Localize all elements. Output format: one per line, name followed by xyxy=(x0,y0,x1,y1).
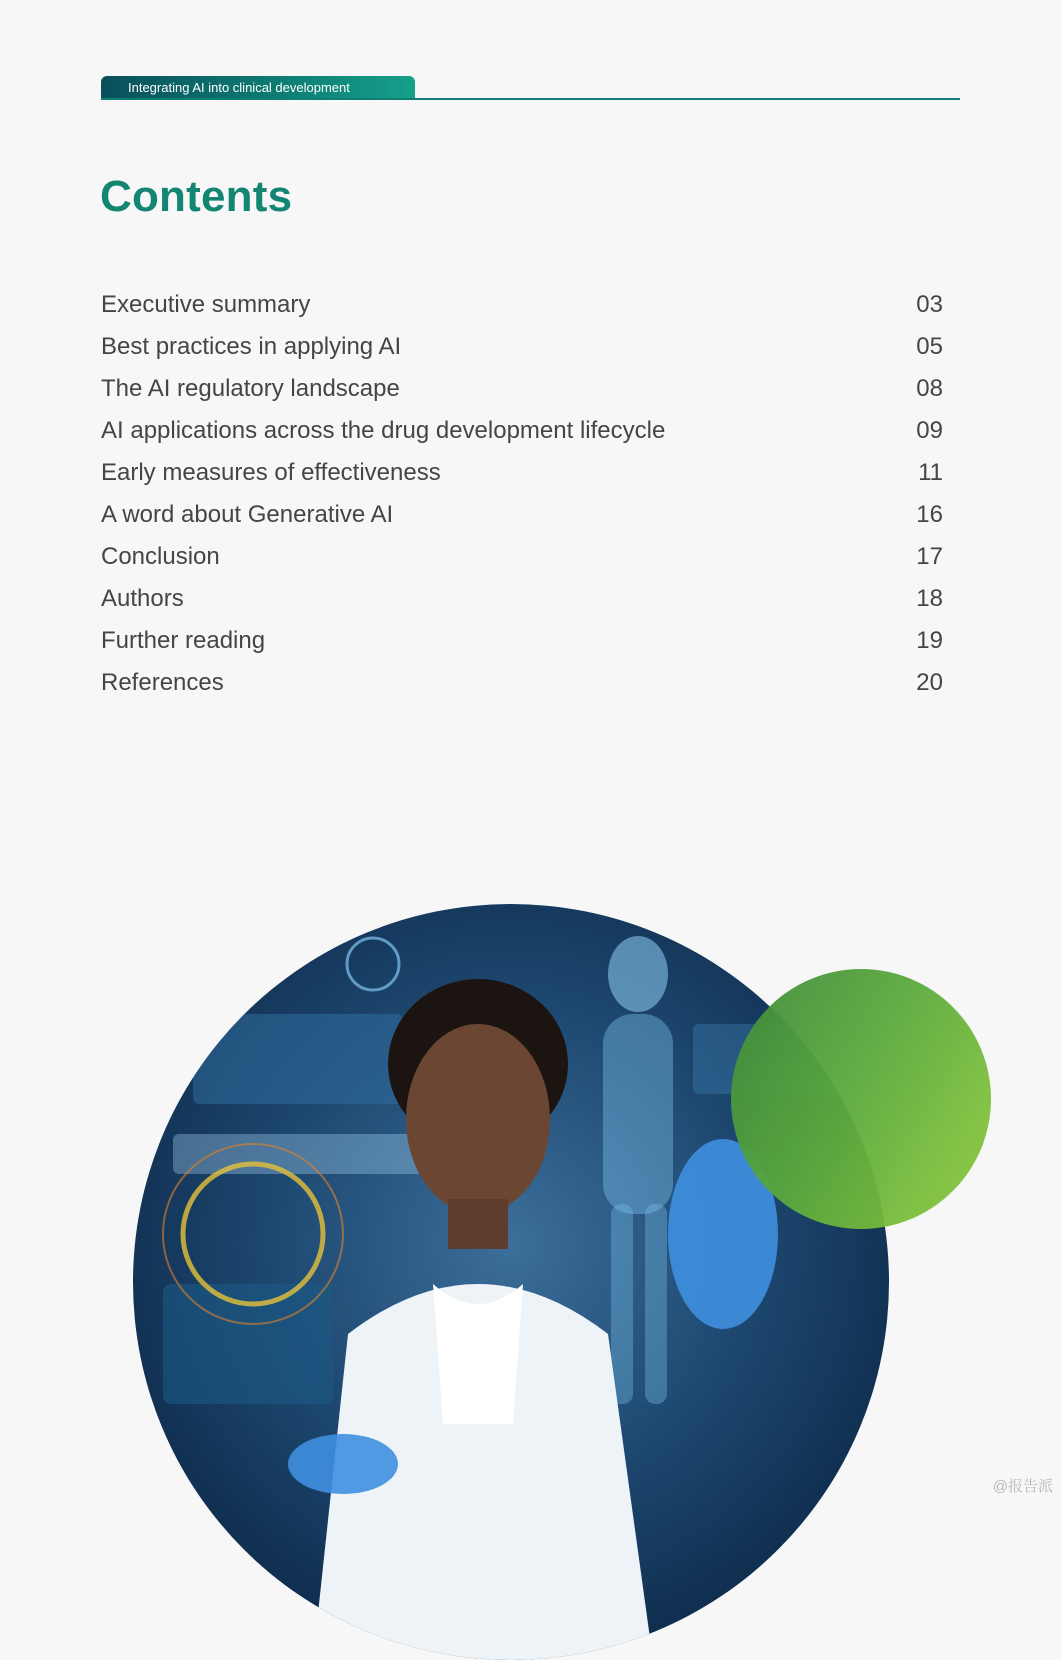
toc-item[interactable] xyxy=(101,662,943,704)
toc-item[interactable] xyxy=(101,284,943,326)
toc-item-title: Further reading xyxy=(101,627,266,654)
toc-item[interactable] xyxy=(101,536,943,578)
table-of-contents xyxy=(101,284,943,704)
toc-item-title: Executive summary xyxy=(101,291,311,318)
toc-item-page: 09 xyxy=(916,417,943,444)
toc-item-title: Authors xyxy=(101,585,184,612)
watermark: @报告派 xyxy=(992,1478,1053,1495)
header-divider xyxy=(101,98,960,100)
toc-item[interactable] xyxy=(101,410,943,452)
toc-item[interactable] xyxy=(101,326,943,368)
toc-item-title: References xyxy=(101,669,224,696)
section-header-tab xyxy=(101,76,415,100)
toc-item-page: 17 xyxy=(916,543,943,570)
toc-item-page: 19 xyxy=(916,627,943,654)
toc-item[interactable] xyxy=(101,578,943,620)
toc-item-title: Best practices in applying AI xyxy=(101,333,402,360)
toc-item-page: 08 xyxy=(916,375,943,402)
toc-item[interactable] xyxy=(101,620,943,662)
toc-item-page: 16 xyxy=(916,501,943,528)
toc-item-title: Early measures of effectiveness xyxy=(101,459,441,486)
header-tab-label: Integrating AI into clinical development xyxy=(128,80,350,95)
toc-item[interactable] xyxy=(101,494,943,536)
toc-item-page: 20 xyxy=(916,669,943,696)
toc-item-page: 03 xyxy=(916,291,943,318)
toc-item[interactable] xyxy=(101,368,943,410)
toc-item-title: Conclusion xyxy=(101,543,220,570)
toc-item[interactable] xyxy=(101,452,943,494)
toc-item-page: 05 xyxy=(916,333,943,360)
decorative-green-circle xyxy=(731,969,991,1229)
toc-item-title: A word about Generative AI xyxy=(101,501,394,528)
toc-item-page: 18 xyxy=(916,585,943,612)
toc-item-title: The AI regulatory landscape xyxy=(101,375,400,402)
toc-item-title: AI applications across the drug development lifecycle xyxy=(101,417,666,444)
toc-item-page: 11 xyxy=(918,459,943,486)
page-title: Contents xyxy=(100,172,293,221)
